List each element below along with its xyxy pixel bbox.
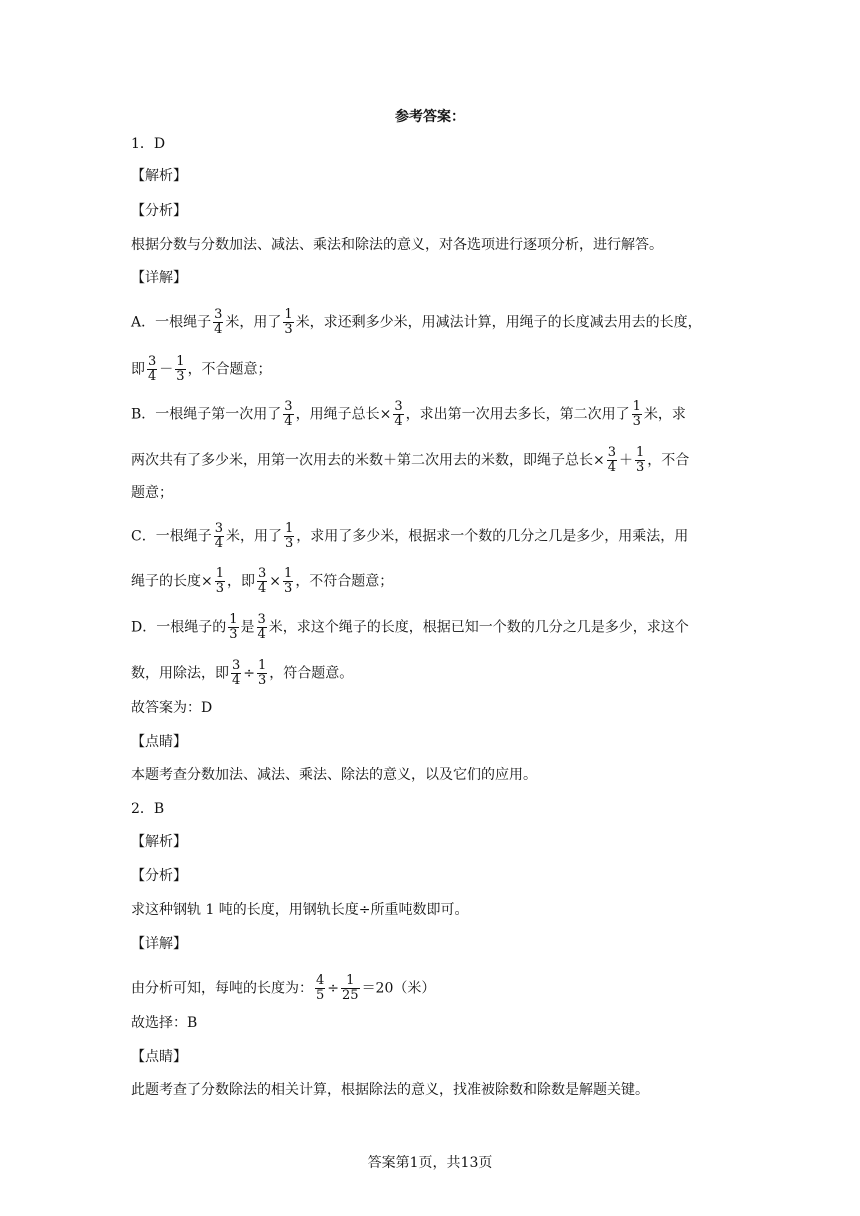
q1-option-b-line1 (131, 400, 686, 429)
q2-dianjing-text: 此题考查了分数除法的相关计算，根据除法的意义，找准被除数和除数是解题关键。 (131, 1082, 649, 1098)
text: ，不合题意； (187, 361, 272, 378)
fraction-three-quarters: $\frac{3}{4}$ (394, 399, 403, 429)
text: 数，用除法，即 (131, 665, 229, 682)
text: ，不符合题意； (295, 573, 394, 590)
q2-fenxi-text: 求这种钢轨 1 吨的长度，用钢轨长度÷所重吨数即可。 (131, 902, 469, 918)
fraction-three-quarters: $\frac{3}{4}$ (232, 658, 241, 688)
fraction-three-quarters: $\frac{3}{4}$ (607, 445, 617, 475)
fraction-one-third: $\frac{1}{3}$ (284, 307, 293, 337)
text: ，即 (227, 573, 256, 590)
q2-number: 2．B (131, 801, 165, 817)
q1-xiangjie-label: 【详解】 (131, 270, 187, 286)
q2-fenxi-label: 【分析】 (131, 868, 187, 884)
text: 米，求 (643, 406, 686, 423)
text: ，符合题意。 (269, 665, 354, 682)
q2-dianjing-label: 【点睛】 (131, 1049, 187, 1065)
q1-option-d-line1 (131, 613, 689, 642)
q1-dianjing-text: 本题考查分数加法、减法、乘法、除法的意义，以及它们的应用。 (131, 767, 537, 783)
text: 米，求还剩多少米，用减法计算，用绳子的长度减去用去的长度， (295, 314, 702, 331)
q1-dianjing-label: 【点睛】 (131, 734, 187, 750)
fraction-three-quarters: $\frac{3}{4}$ (148, 354, 157, 384)
q1-option-c-line2 (131, 567, 393, 596)
q1-option-a-line2 (131, 355, 272, 384)
fraction-one-third: $\frac{1}{3}$ (215, 566, 225, 596)
text: D．一根绳子的 (131, 619, 227, 636)
q1-number: 1．D (131, 136, 166, 152)
fraction-three-quarters: $\frac{3}{4}$ (257, 612, 266, 642)
text: ，不合 (647, 452, 690, 469)
q1-option-d-line2 (131, 659, 353, 688)
fraction-one-third: $\frac{1}{3}$ (636, 445, 645, 475)
text: A．一根绳子 (131, 314, 212, 331)
q1-answer: 故答案为：D (131, 700, 213, 716)
q2-xiangjie-label: 【详解】 (131, 936, 187, 952)
text: 米，求这个绳子的长度，根据已知一个数的几分之几是多少，求这个 (268, 619, 689, 636)
q1-option-c-line1 (131, 522, 688, 551)
q1-jiexi-label: 【解析】 (131, 168, 187, 184)
text: ，用绳子总长× (295, 406, 392, 423)
text: 两次共有了多少米，用第一次用去的米数＋第二次用去的米数，即绳子总长× (131, 452, 605, 469)
fraction-one-third: $\frac{1}{3}$ (632, 399, 641, 429)
q1-fenxi-text: 根据分数与分数加法、减法、乘法和除法的意义，对各选项进行逐项分析，进行解答。 (131, 237, 663, 253)
text: C．一根绳子 (131, 528, 212, 545)
plus-sign: ＋ (619, 452, 634, 469)
q1-option-a-line1 (131, 308, 702, 337)
fraction-three-quarters: $\frac{3}{4}$ (284, 399, 293, 429)
text: 米，用了 (225, 314, 282, 331)
text: B．一根绳子第一次用了 (131, 406, 282, 423)
fraction-one-third: $\frac{1}{3}$ (229, 612, 238, 642)
fraction-three-quarters: $\frac{3}{4}$ (214, 521, 223, 551)
q1-option-b-line3: 题意； (131, 485, 173, 501)
page-title: 参考答案： (395, 109, 465, 125)
text: ，求出第一次用去多长，第二次用了 (405, 406, 630, 423)
text: 即 (131, 361, 145, 378)
q1-fenxi-label: 【分析】 (131, 203, 187, 219)
fraction-one-third: $\frac{1}{3}$ (285, 521, 294, 551)
fraction-four-fifths: $\frac{4}{5}$ (316, 973, 325, 1003)
q2-jiexi-label: 【解析】 (131, 834, 187, 850)
text: 是 (240, 619, 255, 636)
fraction-one-third: $\frac{1}{3}$ (176, 354, 185, 384)
fraction-one-third: $\frac{1}{3}$ (258, 658, 267, 688)
divide-sign: ÷ (327, 980, 340, 997)
text: 由分析可知，每吨的长度为： (131, 980, 313, 997)
fraction-three-quarters: $\frac{3}{4}$ (214, 307, 223, 337)
minus-sign: － (159, 361, 174, 378)
times-sign: × (269, 573, 282, 590)
q1-option-b-line2 (131, 446, 689, 475)
q2-answer: 故选择：B (131, 1015, 198, 1031)
text: ，求用了多少米，根据求一个数的几分之几是多少，用乘法，用 (296, 528, 689, 545)
divide-sign: ÷ (243, 665, 256, 682)
fraction-one-25th: $\frac{1}{25}$ (342, 973, 359, 1003)
text: ＝20（米） (361, 980, 436, 997)
text: 绳子的长度× (131, 573, 213, 590)
page-footer: 答案第1页，共13页 (367, 1155, 493, 1171)
fraction-one-third: $\frac{1}{3}$ (284, 566, 293, 596)
q2-calculation (131, 974, 435, 1003)
fraction-three-quarters: $\frac{3}{4}$ (258, 566, 267, 596)
text: 米，用了 (226, 528, 282, 545)
